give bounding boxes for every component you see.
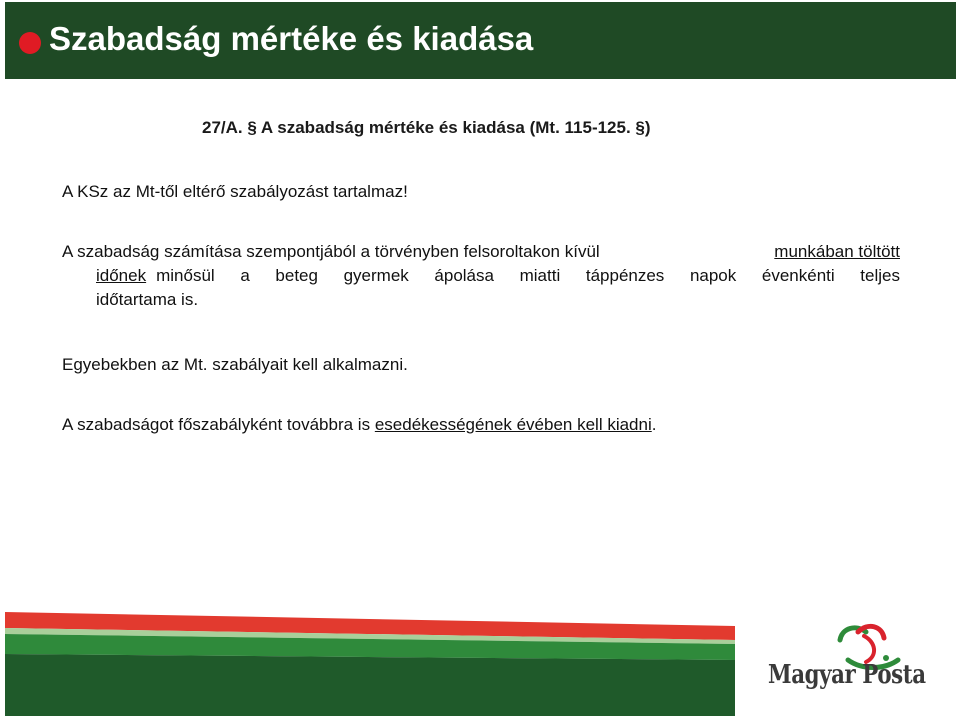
paragraph-calculation-line-2: [62, 264, 900, 288]
paragraph-calculation-line-3: időtartama is.: [96, 290, 199, 309]
paragraph-granting: [62, 413, 656, 437]
paragraph-calculation: [62, 240, 900, 312]
footer-stripes: [0, 600, 960, 716]
line-1-underlined: munkában töltött: [774, 242, 900, 261]
line-2-underlined: időnek: [96, 266, 147, 285]
granting-period: .: [651, 415, 657, 434]
stripe-dark-green: [5, 654, 735, 716]
granting-text: A szabadságot főszabályként továbbra is: [62, 415, 371, 434]
line-1-text: A szabadság számítása szempontjából a törvényben felsoroltakon kívül: [62, 242, 600, 261]
title-bar: [5, 2, 956, 79]
section-reference: 27/A. § A szabadság mértéke és kiadása (Mt. 115-125. §): [202, 118, 651, 137]
paragraph-calculation-line-1: [62, 240, 900, 264]
paragraph-other-rules: Egyebekben az Mt. szabályait kell alkalmazni.: [62, 355, 408, 374]
page-title: Szabadság mértéke és kiadása: [49, 20, 534, 57]
title-bullet-icon: [19, 32, 41, 54]
line-2-text: minősül a beteg gyermek ápolása miatti táppénzes napok évenkénti teljes: [156, 266, 900, 285]
granting-underlined: esedékességének évében kell kiadni: [374, 415, 652, 434]
brand-logo-text: Magyar Posta: [768, 660, 926, 690]
paragraph-ksz: A KSz az Mt-től eltérő szabályozást tartalmaz!: [62, 182, 408, 201]
